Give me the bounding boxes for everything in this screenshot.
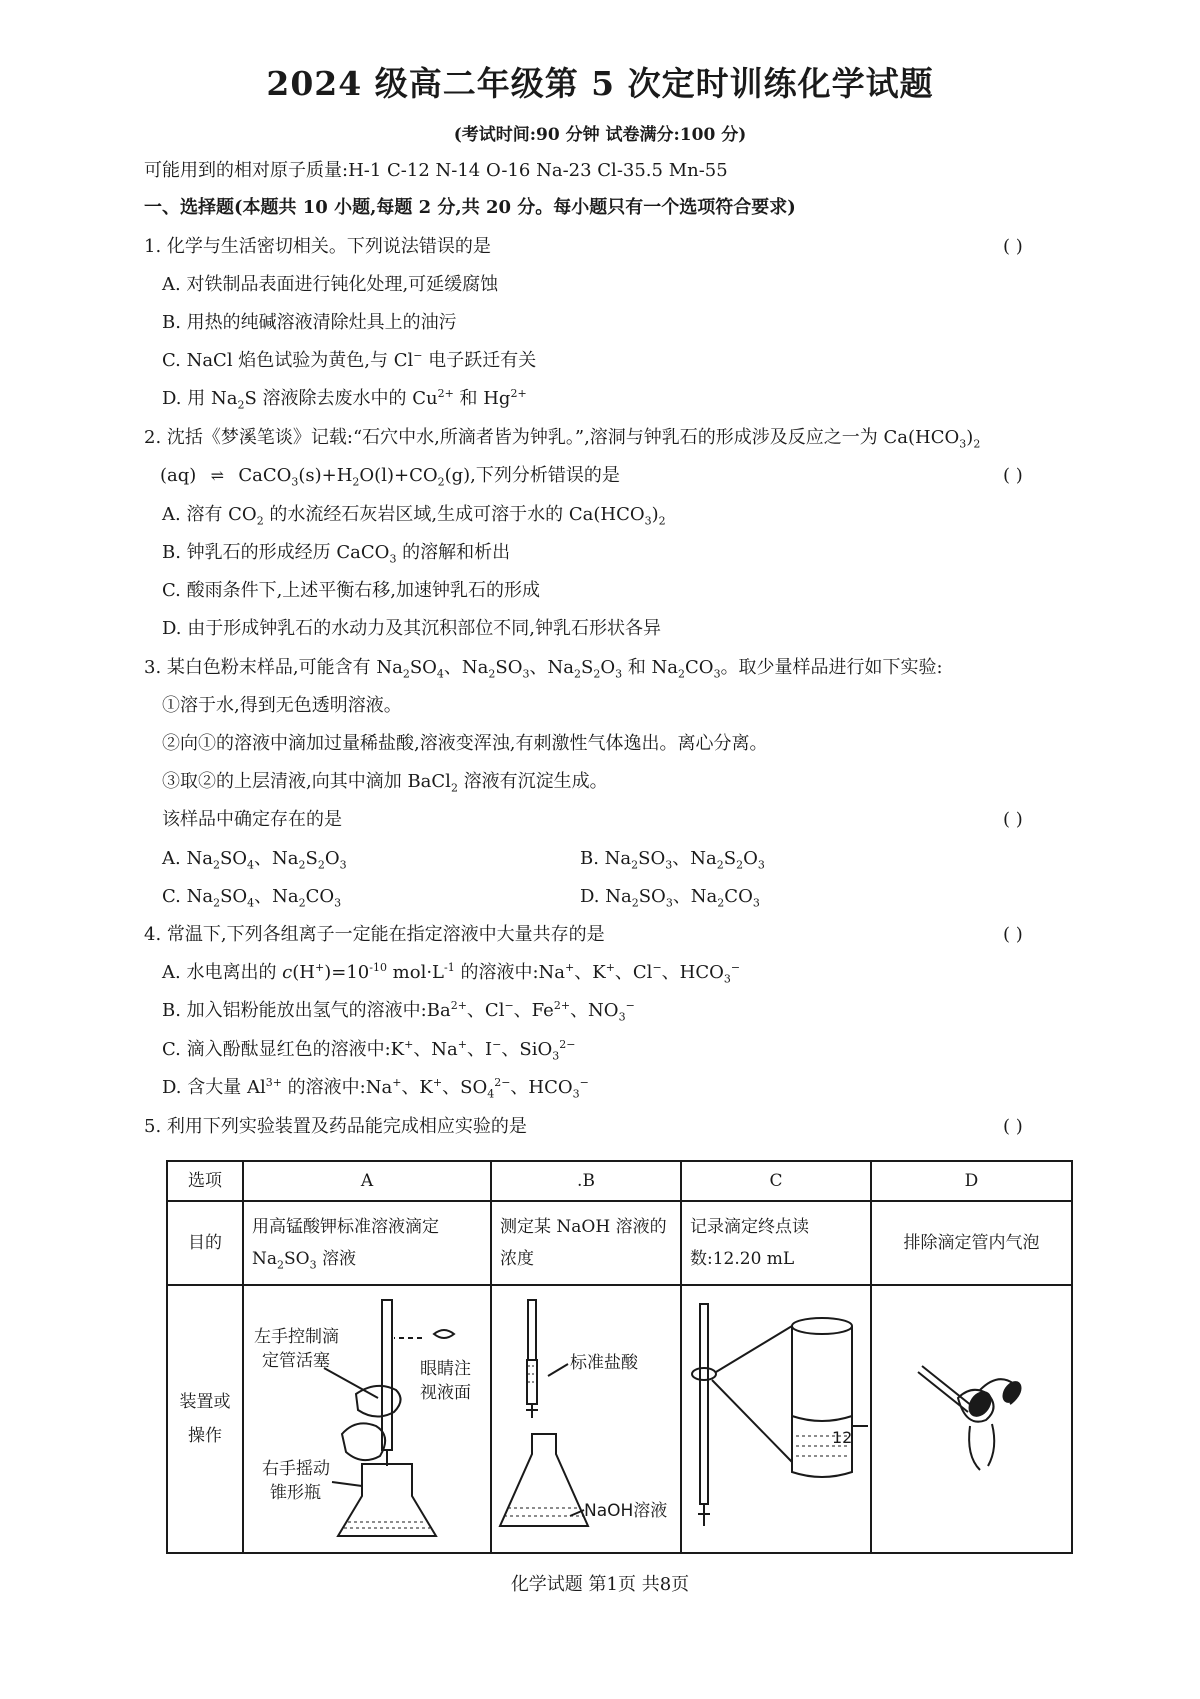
q1-option-c: C. NaCl 焰色试验为黄色,与 Cl− 电子跃迁有关 xyxy=(162,349,537,371)
label-eyes-2: 视液面 xyxy=(420,1383,471,1403)
exam-title: 2024 级高二年级第 5 次定时训练化学试题 xyxy=(266,64,934,103)
q1-option-b: B. 用热的纯碱溶液清除灶具上的油污 xyxy=(162,312,457,333)
q3-stem: 3. 某白色粉末样品,可能含有 $Na_2SO_4$、$Na_2SO_3$、$Na_2S_2O_3$ 和 $Na_2CO_3$。取少量样品进行如下实验: xyxy=(144,657,943,681)
q1-option-a: A. 对铁制品表面进行钝化处理,可延缓腐蚀 xyxy=(162,274,499,295)
operation-row xyxy=(167,1285,1072,1553)
purpose-a: 用高锰酸钾标准溶液滴定 $Na_2SO_3$ 溶液 xyxy=(243,1201,491,1285)
q4-option-c: C. 滴入酚酞显红色的溶液中:K+、Na+、I−、SiO$_3^{2-}$ xyxy=(162,1038,576,1063)
header-label: 选项 xyxy=(167,1161,243,1201)
burette-reading-diagram xyxy=(682,1286,872,1552)
col-a-header: A xyxy=(243,1161,491,1201)
page-footer: 化学试题 第1页 共8页 xyxy=(510,1574,690,1595)
label-eyes-1: 眼睛注 xyxy=(420,1359,471,1379)
col-d-header: D xyxy=(871,1161,1072,1201)
q4-option-a: A. 水电离出的 $c(H^+)=10^{-10}$ $mol\cdot L^{-1}$ 的溶液中:Na+、K+、Cl−、$HCO_3^-$ xyxy=(162,961,741,986)
remove-bubble-diagram xyxy=(872,1286,1073,1552)
q3-step1: ①溶于水,得到无色透明溶液。 xyxy=(162,695,402,716)
q2-answer-paren: ( ) xyxy=(1003,465,1023,486)
q1-answer-paren: ( ) xyxy=(1003,236,1023,257)
titration-hands-diagram xyxy=(244,1286,492,1552)
atomic-masses: H-1 C-12 N-14 O-16 Na-23 Cl-35.5 Mn-55 xyxy=(348,160,728,181)
q2-stem-line1: 2. 沈括《梦溪笔谈》记载:“石穴中水,所滴者皆为钟乳。”,溶洞与钟乳石的形成涉及反应之一为 $Ca(HCO_3)_2$ xyxy=(144,427,981,451)
q2-option-b: B. 钟乳石的形成经历 CaCO$_3$ 的溶解和析出 xyxy=(162,542,511,566)
label-naoh-solution: NaOH溶液 xyxy=(584,1501,668,1521)
q5-stem: 5. 利用下列实验装置及药品能完成相应实验的是 xyxy=(144,1116,527,1137)
exam-subtitle: (考试时间:90 分钟 试卷满分:100 分) xyxy=(453,125,747,145)
q2-option-a: A. 溶有 $CO_2$ 的水流经石灰岩区域,生成可溶于水的 $Ca(HCO_3)_2$ xyxy=(162,504,666,528)
q4-option-b: B. 加入铝粉能放出氢气的溶液中$:Ba^{2+}$、Cl−、$Fe^{2+}$、$NO_3^-$ xyxy=(162,999,635,1024)
q3-option-c: C. $Na_2SO_4$、$Na_2CO_3$ xyxy=(162,886,342,910)
label-left-hand-1: 左手控制滴 xyxy=(254,1327,339,1347)
q3-option-a: A. $Na_2SO_4$、$Na_2S_2O_3$ xyxy=(162,848,347,872)
q3-step3: ③取②的上层清液,向其中滴加 BaCl$_2$ 溶液有沉淀生成。 xyxy=(162,771,608,795)
q3-option-b: B. $Na_2SO_3$、$Na_2S_2O_3$ xyxy=(580,848,765,872)
q2-option-c: C. 酸雨条件下,上述平衡右移,加速钟乳石的形成 xyxy=(162,580,541,601)
acid-titration-diagram xyxy=(492,1286,682,1552)
label-standard-acid: 标准盐酸 xyxy=(570,1353,638,1373)
atomic-masses-line: 可能用到的相对原子质量:H-1 C-12 N-14 O-16 Na-23 Cl-35.5 Mn-55 xyxy=(144,160,728,181)
experiment-table xyxy=(166,1160,1073,1554)
label-reading-12: 12 xyxy=(832,1428,853,1447)
col-c-header: C xyxy=(681,1161,871,1201)
purpose-b: 测定某 NaOH 溶液的浓度 xyxy=(491,1201,681,1285)
q3-step2: ②向①的溶液中滴加过量稀盐酸,溶液变浑浊,有刺激性气体逸出。离心分离。 xyxy=(162,733,768,754)
q1-stem: 1. 化学与生活密切相关。下列说法错误的是 xyxy=(144,236,491,257)
q3-answer-paren: ( ) xyxy=(1003,809,1023,830)
col-b-header: .B xyxy=(491,1161,681,1201)
glass-bead-icon xyxy=(999,1378,1026,1407)
purpose-row xyxy=(167,1201,1072,1285)
apparatus-b xyxy=(491,1285,681,1553)
table-header-row xyxy=(167,1161,1072,1201)
q2-stem-line2: (aq) ⇌ $CaCO_3(s)+H_2O(l)+CO_2(g)$,下列分析错误的是 xyxy=(160,465,620,489)
section1-heading: 一、选择题(本题共 10 小题,每题 2 分,共 20 分。每小题只有一个选项符合要求) xyxy=(144,197,796,218)
q4-answer-paren: ( ) xyxy=(1003,924,1023,945)
q2-option-d: D. 由于形成钟乳石的水动力及其沉积部位不同,钟乳石形状各异 xyxy=(162,618,661,639)
q5-answer-paren: ( ) xyxy=(1003,1116,1023,1137)
operation-label: 装置或操作 xyxy=(167,1285,243,1553)
label-right-hand-2: 锥形瓶 xyxy=(270,1483,321,1503)
purpose-d: 排除滴定管内气泡 xyxy=(871,1201,1072,1285)
q4-option-d: D. 含大量 $Al^{3+}$ 的溶液中:Na+、K+、$SO_4^{2-}$、$HCO_3^-$ xyxy=(162,1076,589,1101)
apparatus-c xyxy=(681,1285,871,1553)
label-left-hand-2: 定管活塞 xyxy=(262,1351,330,1371)
label-right-hand-1: 右手摇动 xyxy=(262,1459,330,1479)
purpose-label: 目的 xyxy=(167,1201,243,1285)
purpose-c: 记录滴定终点读数:12.20 mL xyxy=(681,1201,871,1285)
apparatus-a xyxy=(243,1285,491,1553)
q3-option-d: D. $Na_2SO_3$、$Na_2CO_3$ xyxy=(580,886,760,910)
q1-option-d: D. 用 $Na_2S$ 溶液除去废水中的 $Cu^{2+}$ 和 $Hg^{2+}$ xyxy=(162,387,527,412)
q4-stem: 4. 常温下,下列各组离子一定能在指定溶液中大量共存的是 xyxy=(144,924,605,945)
apparatus-d xyxy=(871,1285,1072,1553)
q3-question: 该样品中确定存在的是 xyxy=(162,809,342,830)
